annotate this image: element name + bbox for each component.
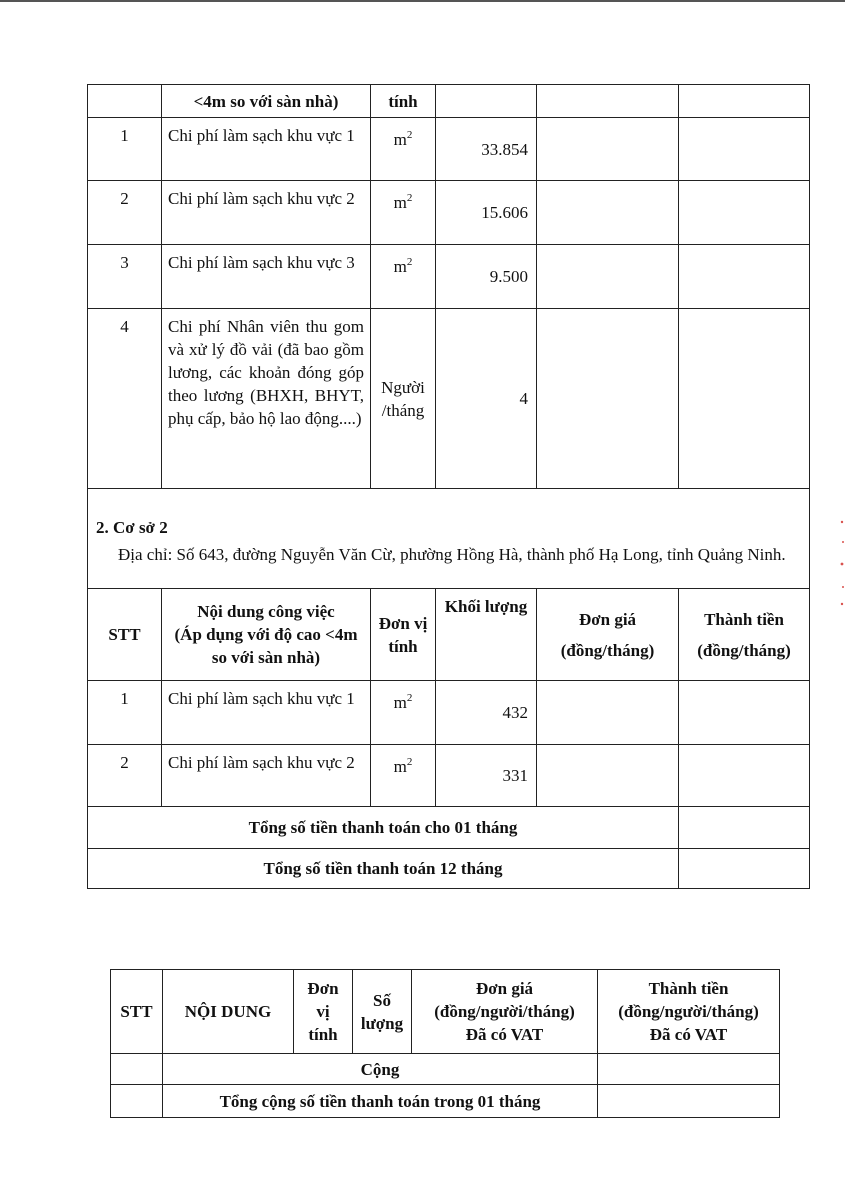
- cell-qty: 4: [436, 309, 537, 489]
- cell-unit: $m^2$: [371, 118, 436, 181]
- page-top-rule: [0, 0, 845, 2]
- table-row: [88, 745, 810, 807]
- table-row: [88, 245, 810, 309]
- stamp-edge-mark: [837, 512, 845, 612]
- cell-stt: 1: [88, 118, 162, 181]
- header-unit: Đơn vị tính: [294, 970, 353, 1054]
- cell-desc: Chi phí làm sạch khu vực 3: [162, 245, 371, 309]
- cleaning-cost-table: [87, 84, 810, 889]
- cell-qty: 9.500: [436, 245, 537, 309]
- header-price: Đơn giá (đồng/người/tháng) Đã có VAT: [412, 970, 598, 1054]
- section-2-block: [88, 489, 810, 589]
- header-unit: Đơn vị tính: [371, 589, 436, 681]
- section-2-address: Địa chỉ: Số 643, đường Nguyễn Văn Cừ, phường Hồng Hà, thành phố Hạ Long, tỉnh Quảng Ninh.: [118, 544, 786, 564]
- cell-stt: 1: [88, 681, 162, 745]
- table-header-row: [111, 970, 780, 1054]
- cell-unit: $m^2$: [371, 745, 436, 807]
- header-total: Thành tiền (đồng/tháng): [679, 589, 810, 681]
- table-row: [88, 489, 810, 589]
- sum-label: Cộng: [163, 1054, 598, 1085]
- cell-desc: Chi phí làm sạch khu vực 1: [162, 681, 371, 745]
- header-desc-continued: <4m so với sàn nhà): [162, 85, 371, 118]
- cell-qty: 331: [436, 745, 537, 807]
- table-row: [88, 681, 810, 745]
- cell-stt: 2: [88, 181, 162, 245]
- table-row: [88, 118, 810, 181]
- header-unit-continued: tính: [371, 85, 436, 118]
- header-price: Đơn giá (đồng/tháng): [537, 589, 679, 681]
- header-content: NỘI DUNG: [163, 970, 294, 1054]
- table-row: [111, 1054, 780, 1085]
- cell-desc: Chi phí làm sạch khu vực 1: [162, 118, 371, 181]
- cell-qty: 432: [436, 681, 537, 745]
- cell-desc: Chi phí làm sạch khu vực 2: [162, 745, 371, 807]
- cell-stt: 4: [88, 309, 162, 489]
- cell-unit: $m^2$: [371, 245, 436, 309]
- table-row: [88, 181, 810, 245]
- cell-desc: Chi phí làm sạch khu vực 2: [162, 181, 371, 245]
- cell-qty: 15.606: [436, 181, 537, 245]
- header-stt: STT: [111, 970, 163, 1054]
- header-desc: Nội dung công việc (Áp dụng với độ cao <4m so với sàn nhà): [162, 589, 371, 681]
- cell-desc: Chi phí Nhân viên thu gom và xử lý đồ vải (đã bao gồm lương, các khoản đóng góp theo lương (BHXH, BHYT, phụ cấp, bảo hộ lao động....): [162, 309, 371, 489]
- cell-stt: 2: [88, 745, 162, 807]
- cell-unit: $m^2$: [371, 181, 436, 245]
- header-qty: Số lượng: [353, 970, 412, 1054]
- header-total: Thành tiền (đồng/người/tháng) Đã có VAT: [598, 970, 780, 1054]
- section-2-title: 2. Cơ sở 2: [96, 517, 168, 537]
- table-row: [88, 85, 810, 118]
- table-total-row: [88, 807, 810, 849]
- summary-table: [110, 969, 780, 1118]
- total-year-label: Tổng số tiền thanh toán 12 tháng: [88, 849, 679, 889]
- table-row: [88, 309, 810, 489]
- grand-total-label: Tổng cộng số tiền thanh toán trong 01 tháng: [163, 1085, 598, 1118]
- total-month-label: Tổng số tiền thanh toán cho 01 tháng: [88, 807, 679, 849]
- cell-unit: Người /tháng: [371, 309, 436, 489]
- table-header-row: [88, 589, 810, 681]
- table-total-row: [88, 849, 810, 889]
- header-stt: STT: [88, 589, 162, 681]
- cell-qty: 33.854: [436, 118, 537, 181]
- header-qty: Khối lượng: [436, 589, 537, 681]
- table-row: [111, 1085, 780, 1118]
- cell-stt: 3: [88, 245, 162, 309]
- cell-unit: $m^2$: [371, 681, 436, 745]
